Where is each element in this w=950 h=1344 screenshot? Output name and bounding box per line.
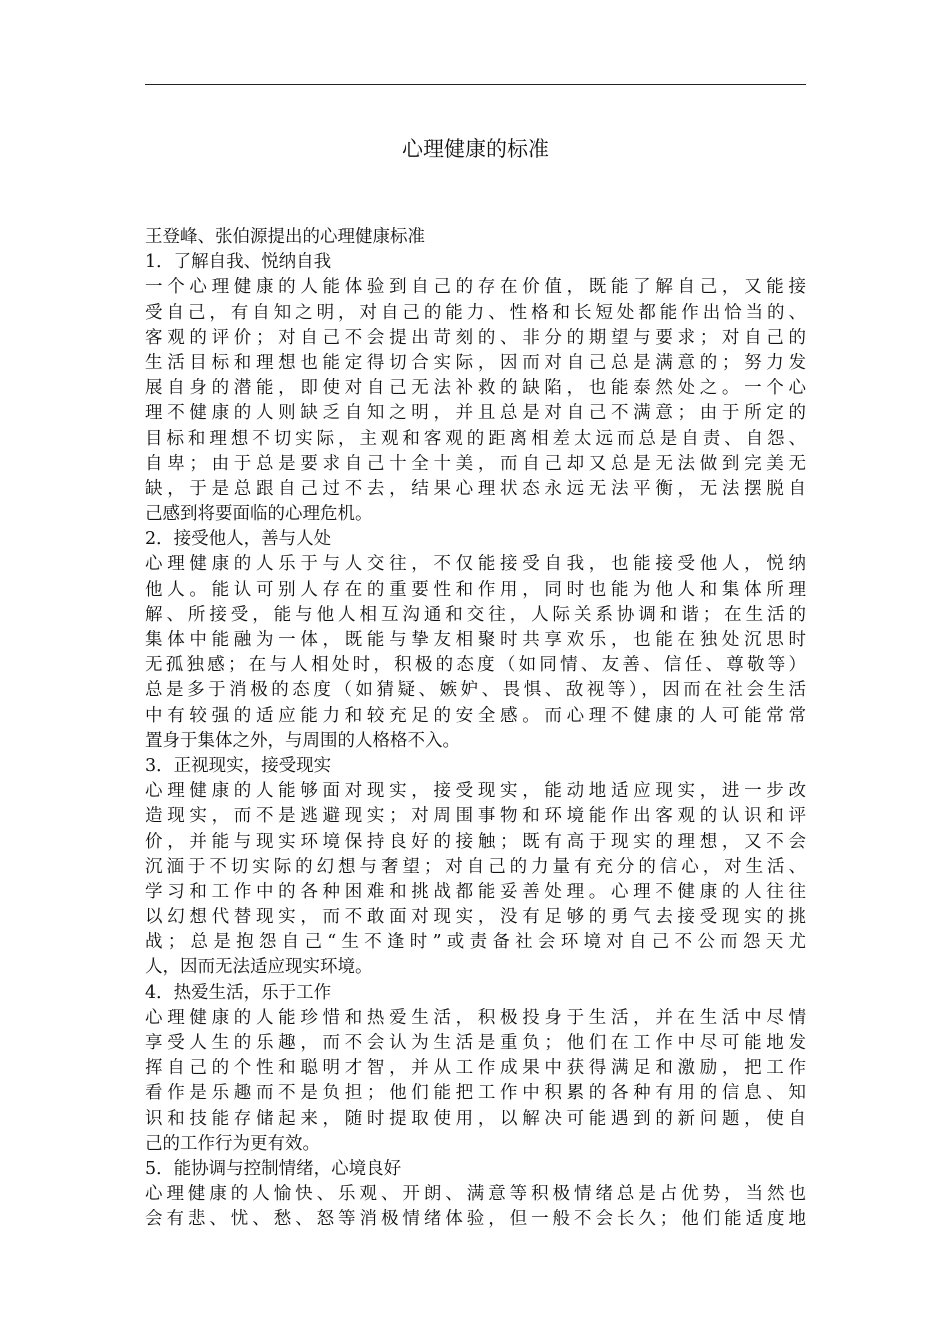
paragraph-line: 一个心理健康的人能体验到自己的存在价值，既能了解自己，又能接 [145,277,806,298]
paragraph-line: 心理健康的人乐于与人交往，不仅能接受自我，也能接受他人，悦纳 [145,554,806,575]
paragraph-line: 缺，于是总跟自己过不去，结果心理状态永远无法平衡，无法摆脱自 [145,478,806,499]
paragraph-line: 己的工作行为更有效。 [145,1133,320,1154]
paragraph-line: 集体中能融为一体，既能与挚友相聚时共享欢乐，也能在独处沉思时 [145,630,806,650]
section-heading: 4．热爱生活，乐于工作 [145,982,332,1003]
paragraph-line: 心理健康的人愉快、乐观、开朗、满意等积极情绪总是占优势，当然也 [145,1184,806,1205]
paragraph-line: 无孤独感；在与人相处时，积极的态度（如同情、友善、信任、尊敬等） [145,655,806,676]
paragraph-line: 解、所接受，能与他人相互沟通和交往，人际关系协调和谐；在生活的 [145,604,806,625]
paragraph-line: 受自己，有自知之明，对自己的能力、性格和长短处都能作出恰当的、 [145,302,806,323]
paragraph-line: 展自身的潜能，即使对自己无法补救的缺陷，也能泰然处之。一个心 [145,378,806,399]
paragraph-line: 学习和工作中的各种困难和挑战都能妥善处理。心理不健康的人往往 [145,881,806,902]
paragraph-line: 自卑；由于总是要求自己十全十美，而自己却又总是无法做到完美无 [145,453,806,474]
paragraph-line: 己感到将要面临的心理危机。 [145,504,373,525]
paragraph-line: 会有悲、忧、愁、怒等消极情绪体验，但一般不会长久；他们能适度地 [145,1209,806,1230]
section-heading: 5．能协调与控制情绪，心境良好 [145,1158,402,1179]
paragraph-line: 识和技能存储起来，随时提取使用，以解决可能遇到的新问题，使自 [145,1108,806,1129]
paragraph-line: 生活目标和理想也能定得切合实际，因而对自己总是满意的；努力发 [145,352,806,373]
paragraph-line: 心理健康的人能珍惜和热爱生活，积极投身于生活，并在生活中尽情 [145,1007,806,1028]
paragraph-line: 看作是乐趣而不是负担；他们能把工作中积累的各种有用的信息、知 [145,1083,806,1104]
paragraph-line: 总是多于消极的态度（如猜疑、嫉妒、畏惧、敌视等），因而在社会生活 [145,680,806,701]
paragraph-line: 以幻想代替现实，而不敢面对现实，没有足够的勇气去接受现实的挑 [145,907,806,928]
section-heading: 3．正视现实，接受现实 [145,755,332,776]
paragraph-line: 中有较强的适应能力和较充足的安全感。而心理不健康的人可能常常 [145,705,806,726]
paragraph-line: 置身于集体之外，与周围的人格格不入。 [145,730,460,751]
paragraph-line: 价，并能与现实环境保持良好的接触；既有高于现实的理想，又不会 [145,831,806,852]
paragraph-line: 战；总是抱怨自己“生不逢时”或责备社会环境对自己不公而怨天尤 [145,932,806,953]
paragraph-line: 客观的评价；对自己不会提出苛刻的、非分的期望与要求；对自己的 [145,327,806,348]
section-heading: 王登峰、张伯源提出的心理健康标准 [145,227,425,247]
paragraph-line: 沉湎于不切实际的幻想与奢望；对自己的力量有充分的信心，对生活、 [145,856,806,877]
section-heading: 2．接受他人，善与人处 [145,529,332,550]
paragraph-line: 目标和理想不切实际，主观和客观的距离相差太远而总是自责、自怨、 [145,428,806,449]
paragraph-line: 造现实，而不是逃避现实；对周围事物和环境能作出客观的认识和评 [145,806,806,827]
paragraph-line: 他人。能认可别人存在的重要性和作用，同时也能为他人和集体所理 [145,579,806,600]
paragraph-line: 人，因而无法适应现实环境。 [145,957,373,978]
paragraph-line: 挥自己的个性和聪明才智，并从工作成果中获得满足和激励，把工作 [145,1058,806,1079]
document-title: 心理健康的标准 [402,137,549,161]
header-rule [145,84,806,85]
paragraph-line: 享受人生的乐趣，而不会认为生活是重负；他们在工作中尽可能地发 [145,1033,806,1053]
document-body [145,225,806,1233]
paragraph-line: 心理健康的人能够面对现实，接受现实，能动地适应现实，进一步改 [145,781,806,802]
paragraph-line: 理不健康的人则缺乏自知之明，并且总是对自己不满意；由于所定的 [145,403,806,424]
section-heading: 1．了解自我、悦纳自我 [145,252,332,273]
